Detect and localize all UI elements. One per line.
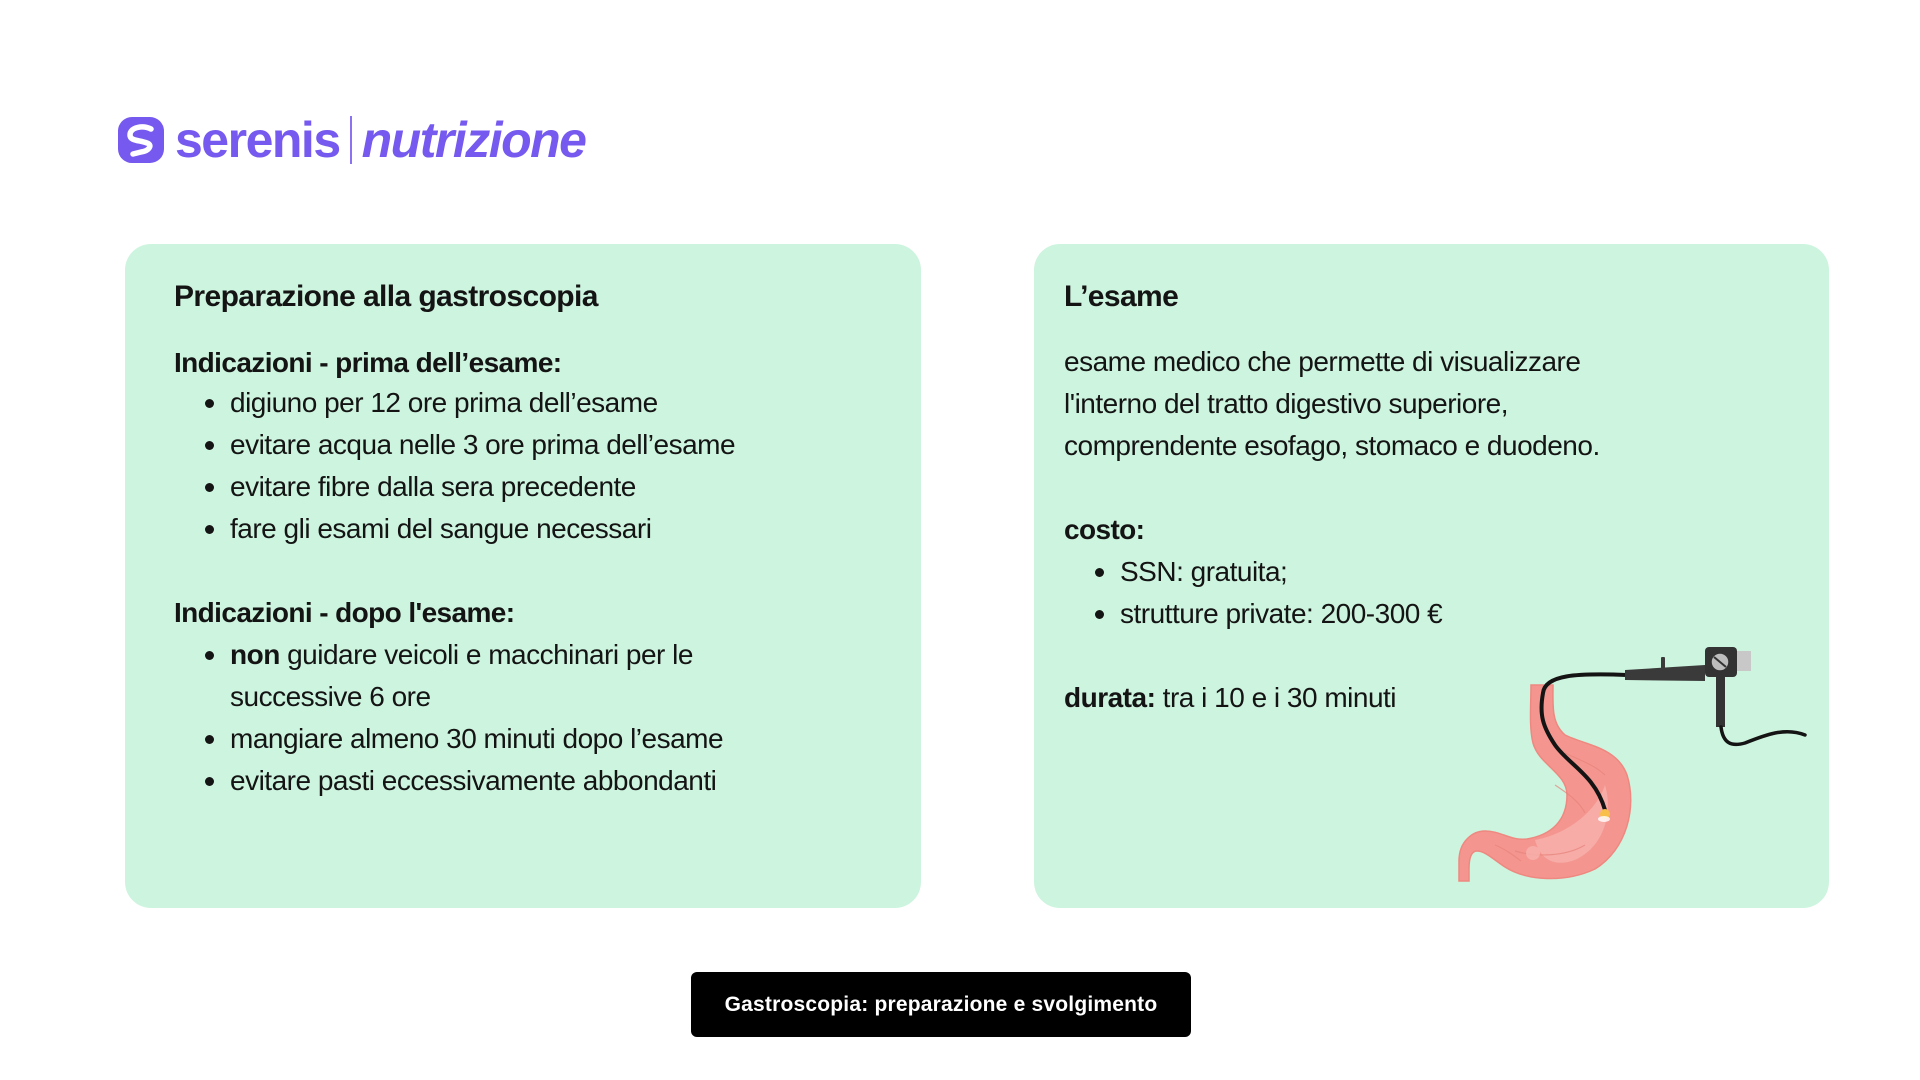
list-item: mangiare almeno 30 minuti dopo l’esame [230, 723, 724, 754]
brand-logo [117, 112, 586, 168]
emphasis: non [230, 639, 280, 670]
duration-label: durata: [1064, 682, 1156, 713]
bullet [1095, 568, 1104, 577]
stomach-icon [1459, 685, 1631, 881]
card-title: L’esame [1064, 280, 1179, 313]
description-line: esame medico che permette di visualizzare [1064, 346, 1581, 377]
after-heading: Indicazioni - dopo l'esame: [174, 597, 515, 628]
list-item-continuation: successive 6 ore [230, 681, 431, 712]
description-line: l'interno del tratto digestivo superiore, [1064, 388, 1508, 419]
bullet [205, 441, 214, 450]
serenis-logo-icon [117, 116, 165, 164]
bullet [205, 483, 214, 492]
bullet [205, 735, 214, 744]
list-item: fare gli esami del sangue necessari [230, 513, 652, 544]
before-heading: Indicazioni - prima dell’esame: [174, 347, 562, 378]
cost-label: costo: [1064, 514, 1145, 545]
bullet [205, 399, 214, 408]
list-item: digiuno per 12 ore prima dell’esame [230, 387, 658, 418]
duration [1064, 677, 1396, 719]
bullet [1095, 610, 1104, 619]
list-item: evitare acqua nelle 3 ore prima dell’esame [230, 429, 736, 460]
list-item: evitare fibre dalla sera precedente [230, 471, 636, 502]
list-item [230, 634, 693, 676]
logo-divider [350, 116, 352, 164]
list-item-text: guidare veicoli e macchinari per le [279, 639, 693, 670]
bullet [205, 651, 214, 660]
stomach-endoscope-illustration [1455, 635, 1825, 885]
bullet [205, 777, 214, 786]
description-line: comprendente esofago, stomaco e duodeno. [1064, 430, 1600, 461]
caption-banner: Gastroscopia: preparazione e svolgimento [691, 972, 1191, 1037]
bullet [205, 525, 214, 534]
list-item: SSN: gratuita; [1120, 556, 1288, 587]
list-item: evitare pasti eccessivamente abbondanti [230, 765, 717, 796]
card-title: Preparazione alla gastroscopia [174, 280, 598, 313]
brand-name: serenis [175, 112, 340, 168]
list-item: strutture private: 200-300 € [1120, 598, 1443, 629]
preparation-card [125, 244, 921, 908]
product-name: nutrizione [361, 112, 586, 168]
duration-value: tra i 10 e i 30 minuti [1155, 682, 1397, 713]
